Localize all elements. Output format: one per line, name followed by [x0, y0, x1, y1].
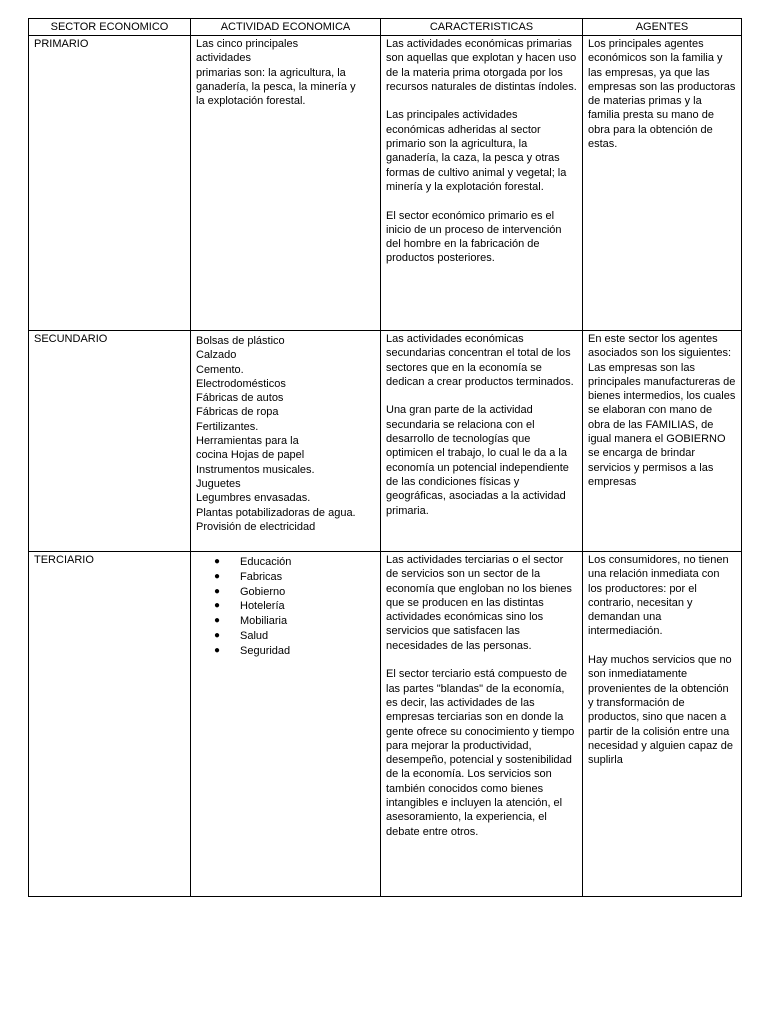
list-item-label: Gobierno	[240, 585, 286, 598]
table-row-secundario	[29, 331, 742, 552]
caracteristicas-paragraph: Las actividades económicas primarias son aquellas que explotan y hacen uso de la materia prima otorgada por los recursos naturales de distintas índoles.	[386, 38, 577, 93]
caracteristicas-paragraph: El sector terciario está compuesto de las partes "blandas" de la economía, es decir, las actividades de las empresas terciarias son en donde la gente ofrece su conocimiento y tiempo para mejorar la productividad, desempeño, potencial y sostenibilidad de la economía. Los servicios son también conocidos como bienes intangibles e incluyen la atención, el asesoramiento, la experiencia, el debate entre otros.	[386, 668, 575, 838]
actividad-line: Instrumentos musicales.	[196, 463, 315, 476]
actividad-line: Juguetes	[196, 477, 241, 490]
actividad-line: Las cinco principales	[196, 38, 299, 50]
actividad-line: Fábricas de autos	[196, 392, 284, 405]
bullet-icon: ●	[214, 570, 221, 582]
list-item-label: Hotelería	[240, 600, 285, 613]
caracteristicas-paragraph: El sector económico primario es el inicio de un proceso de intervención del hombre en la fabricación de productos posteriores.	[386, 209, 562, 265]
list-item	[214, 570, 375, 585]
caracteristicas-cell	[381, 331, 583, 552]
caracteristicas-paragraph: Las actividades terciarias o el sector de servicios son un sector de la economía que engloban no los bienes que se producen en las distintas actividades económicas sino los servicios que satisfacen las necesidades de las personas.	[386, 554, 572, 652]
actividad-line: Herramientas para la	[196, 435, 299, 448]
actividad-cell	[191, 552, 381, 897]
table-header	[29, 19, 742, 36]
list-item-label: Fabricas	[240, 570, 283, 583]
bullet-icon: ●	[214, 615, 221, 627]
actividad-line: Provisión de electricidad	[196, 520, 316, 533]
actividad-line: ganadería, la pesca, la minería y	[196, 80, 356, 93]
agentes-cell	[583, 331, 742, 552]
list-item	[214, 585, 375, 600]
actividad-bullet-list	[196, 555, 375, 659]
actividad-line: Legumbres envasadas.	[196, 492, 311, 505]
list-item	[214, 629, 375, 644]
caracteristicas-paragraph: Las principales actividades económicas adheridas al sector primario son la agricultura, la ganadería, la caza, la pesca y otras formas de cultivo animal y vegetal; la minería y la explotación forestal.	[386, 109, 567, 193]
list-item-label: Educación	[240, 556, 292, 568]
sector-cell: SECUNDARIO	[29, 331, 191, 552]
actividad-line: Calzado	[196, 349, 237, 362]
economic-sectors-table	[28, 18, 742, 897]
actividad-line: Fábricas de ropa	[196, 406, 279, 419]
actividad-line: Cemento.	[196, 363, 244, 376]
actividad-line: Electrodomésticos	[196, 377, 286, 390]
sector-cell: TERCIARIO	[29, 552, 191, 897]
actividad-line: actividades	[196, 52, 252, 65]
header-row	[29, 19, 742, 36]
bullet-icon: ●	[214, 600, 221, 612]
list-item	[214, 614, 375, 629]
agentes-paragraph: Los principales agentes económicos son la familia y las empresas, ya que las empresas son las productoras de materias primas y la familia presta su mano de obra para la obtención de estas.	[588, 38, 736, 151]
list-item	[214, 644, 375, 659]
agentes-cell	[583, 36, 742, 331]
header-agentes: AGENTES	[583, 19, 742, 36]
bullet-icon: ●	[214, 629, 221, 641]
caracteristicas-paragraph: Las actividades económicas secundarias concentran el total de los sectores que en la economía se dedican a crear productos terminados.	[386, 333, 574, 388]
actividad-line: primarias son: la agricultura, la	[196, 66, 346, 79]
list-item	[214, 599, 375, 614]
actividad-line: cocina Hojas de papel	[196, 449, 305, 462]
table-body	[29, 36, 742, 897]
actividad-line: Fertilizantes.	[196, 420, 259, 433]
sector-cell: PRIMARIO	[29, 36, 191, 331]
table-row-terciario	[29, 552, 742, 897]
agentes-cell	[583, 552, 742, 897]
actividad-cell	[191, 36, 381, 331]
caracteristicas-paragraph: Una gran parte de la actividad secundaria se relaciona con el desarrollo de tecnologías que optimicen el trabajo, lo cual le da a la economía un potencial independiente de las condiciones físicas y geográficas, asociadas a la actividad primaria.	[386, 404, 569, 517]
list-item	[214, 555, 375, 570]
table-row-primario	[29, 36, 742, 331]
header-caracteristicas: CARACTERISTICAS	[381, 19, 583, 36]
header-actividad: ACTIVIDAD ECONOMICA	[191, 19, 381, 36]
caracteristicas-cell	[381, 552, 583, 897]
actividad-cell	[191, 331, 381, 552]
list-item-label: Seguridad	[240, 644, 291, 657]
actividad-line: Bolsas de plástico	[196, 335, 285, 347]
agentes-paragraph: Los consumidores, no tienen una relación inmediata con los productores: por el contrario, necesitan y demandan una intermediación.	[588, 554, 729, 638]
bullet-icon: ●	[214, 556, 221, 567]
bullet-icon: ●	[214, 644, 221, 656]
header-sector: SECTOR ECONOMICO	[29, 19, 191, 36]
caracteristicas-cell	[381, 36, 583, 331]
list-item-label: Mobiliaria	[240, 615, 288, 628]
agentes-paragraph: En este sector los agentes asociados son los siguientes: Las empresas son las principales manufactureras de bienes intermedios, los cuales se elaboran con mano de obra de las FAMILIAS, de igual manera el GOBIERNO se encarga de brindar servicios y permisos a las empresas	[588, 333, 736, 488]
agentes-paragraph: Hay muchos servicios que no son inmediatamente provenientes de la obtención y transformación de productos, sino que nacen a partir de la colisión entre una necesidad y alguien capaz de suplirla	[588, 654, 733, 767]
list-item-label: Salud	[240, 629, 269, 642]
actividad-line: Plantas potabilizadoras de agua.	[196, 506, 356, 519]
bullet-icon: ●	[214, 585, 221, 597]
actividad-line: la explotación forestal.	[196, 95, 306, 108]
